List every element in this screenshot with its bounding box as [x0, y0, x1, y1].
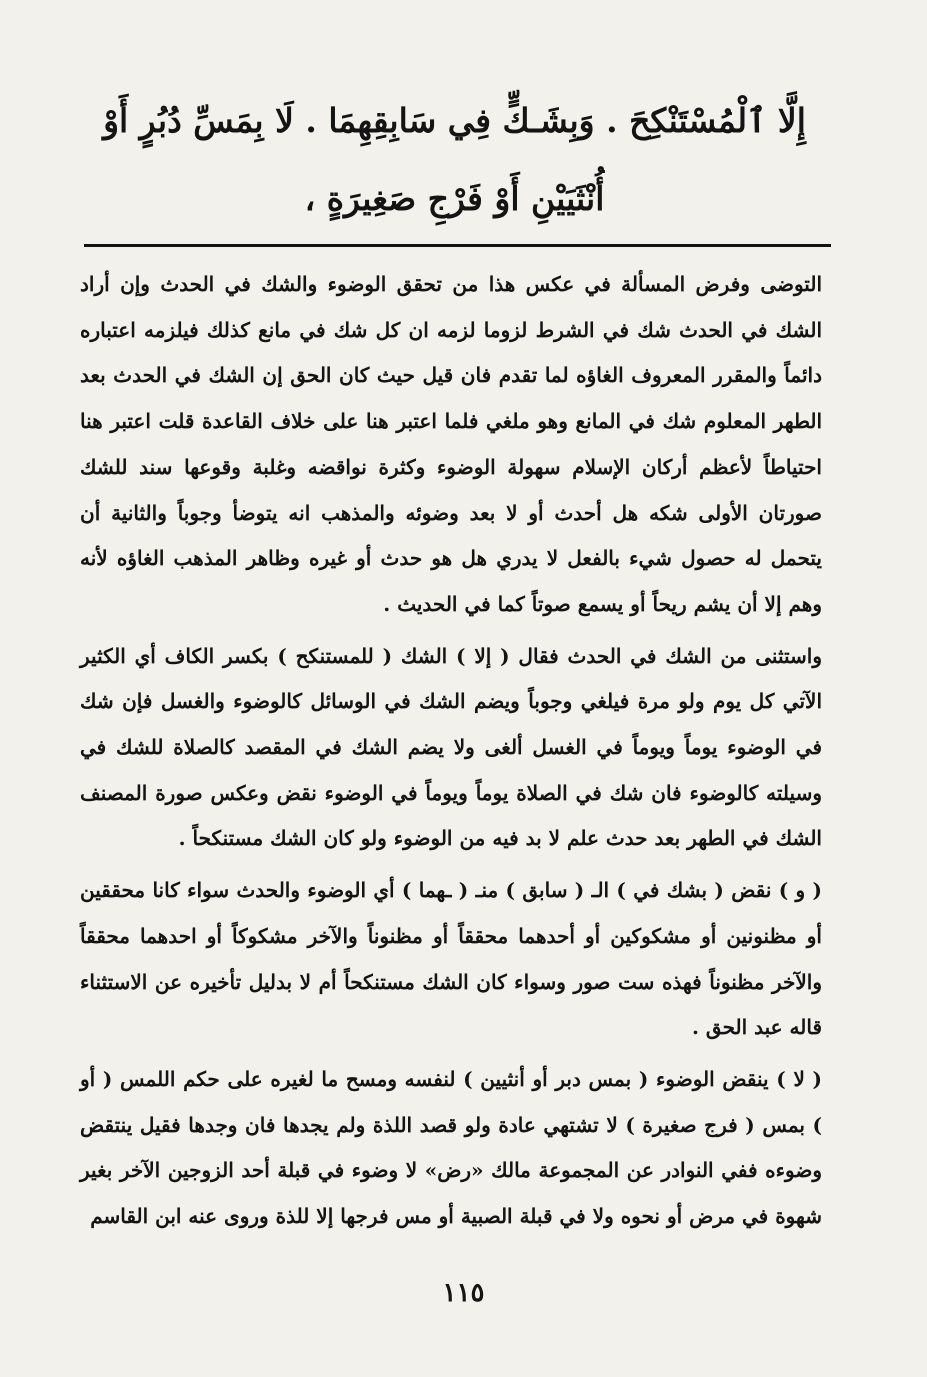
commentary-paragraph: ( لا ) ينقض الوضوء ( بمس دبر أو أنثيين ) لنفسه ومسح ما لغيره على حكم اللمس ( أو ) بمس ( فرج صغيرة ) لا تشتهي عادة ولو قصد اللذة ولم يجدها فان وجدها فقيل ينتقض وضوءه ففي النوادر عن المجموعة مالك «رض» لا وضوء في قبلة أحد الزوجين الآخر بغير شهوة في مرض أو نحوه ولا في قبلة الصبية أو مس فرجها إلا للذة وروى عنه ابن القاسم — [80, 1066, 822, 1229]
commentary-paragraph: واستثنى من الشك في الحدث فقال ( إلا ) الشك ( للمستنكح ) بكسر الكاف أي الكثير الآتي كل يوم ولو مرة فيلغي وجوباً ويضم الشك في الوسائل كالوضوء والغسل فإن شك في الوضوء يوماً ويوماً في الغسل ألغى ولا يضم الشك في المقصد كالصلاة للشك في وسيلته كالوضوء فان شك في الصلاة يوماً ويوماً في الوضوء نقض وعكس صورة المصنف الشك في الطهر بعد حدث علم لا بد فيه من الوضوء ولو كان الشك مستنكحاً . — [80, 643, 822, 851]
matn-verse: إِلَّا ٱلْمُسْتَنْكِحَ . وَبِشَـكٍّ فِي سَابِقِهِمَا . لَا بِمَسِّ دُبُرٍ أَوْ أُنْثَيَيْنِ أَوْ فَرْجِ صَغِيرَةٍ ، — [103, 101, 806, 218]
commentary-body — [80, 262, 822, 1246]
commentary-paragraph: ( و ) نقض ( بشك في ) الـ ( سابق ) منـ ( ـهما ) أي الوضوء والحدث سواء كانا محققين أو مظنونين أو مشكوكين أو أحدهما محققاً أو مظنوناً والآخر مشكوكاً أو احدهما محققاً والآخر مظنوناً فهذه ست صور وسواء كان الشك مستنكحاً أم لا بدليل تأخيره عن الاستثناء قاله عبد الحق . — [80, 878, 822, 1040]
separator-rule — [84, 244, 831, 247]
page-number: ١١٥ — [442, 1278, 485, 1308]
commentary-paragraph: التوضى وفرض المسألة في عكس هذا من تحقق الوضوء والشك في الحدث وإن أراد الشك في الحدث شك في الشرط لزوما لزمه ان كل شك في مانع كذلك فيلزمه اعتباره دائماً والمقرر المعروف الغاؤه لما تقدم فان قيل حيث كان الحق إن الشك في الحدث بعد الطهر المعلوم شك في المانع وهو ملغي فلما اعتبر هنا على خلاف القاعدة قلت اعتبر هنا احتياطاً لأعظم أركان الإسلام سهولة الوضوء وكثرة نواقضه وغلبة وقوعها سند للشك صورتان الأولى شكه هل أحدث أو لا بعد وضوئه والمذهب انه يتوضأ وجوباً والثانية أن يتحمل له حصول شيء بالفعل لا يدري هل هو حدث أو غيره وظاهر المذهب الغاؤه لأنه وهم إلا أن يشم ريحاً أو يسمع صوتاً كما في الحديث . — [80, 272, 822, 616]
